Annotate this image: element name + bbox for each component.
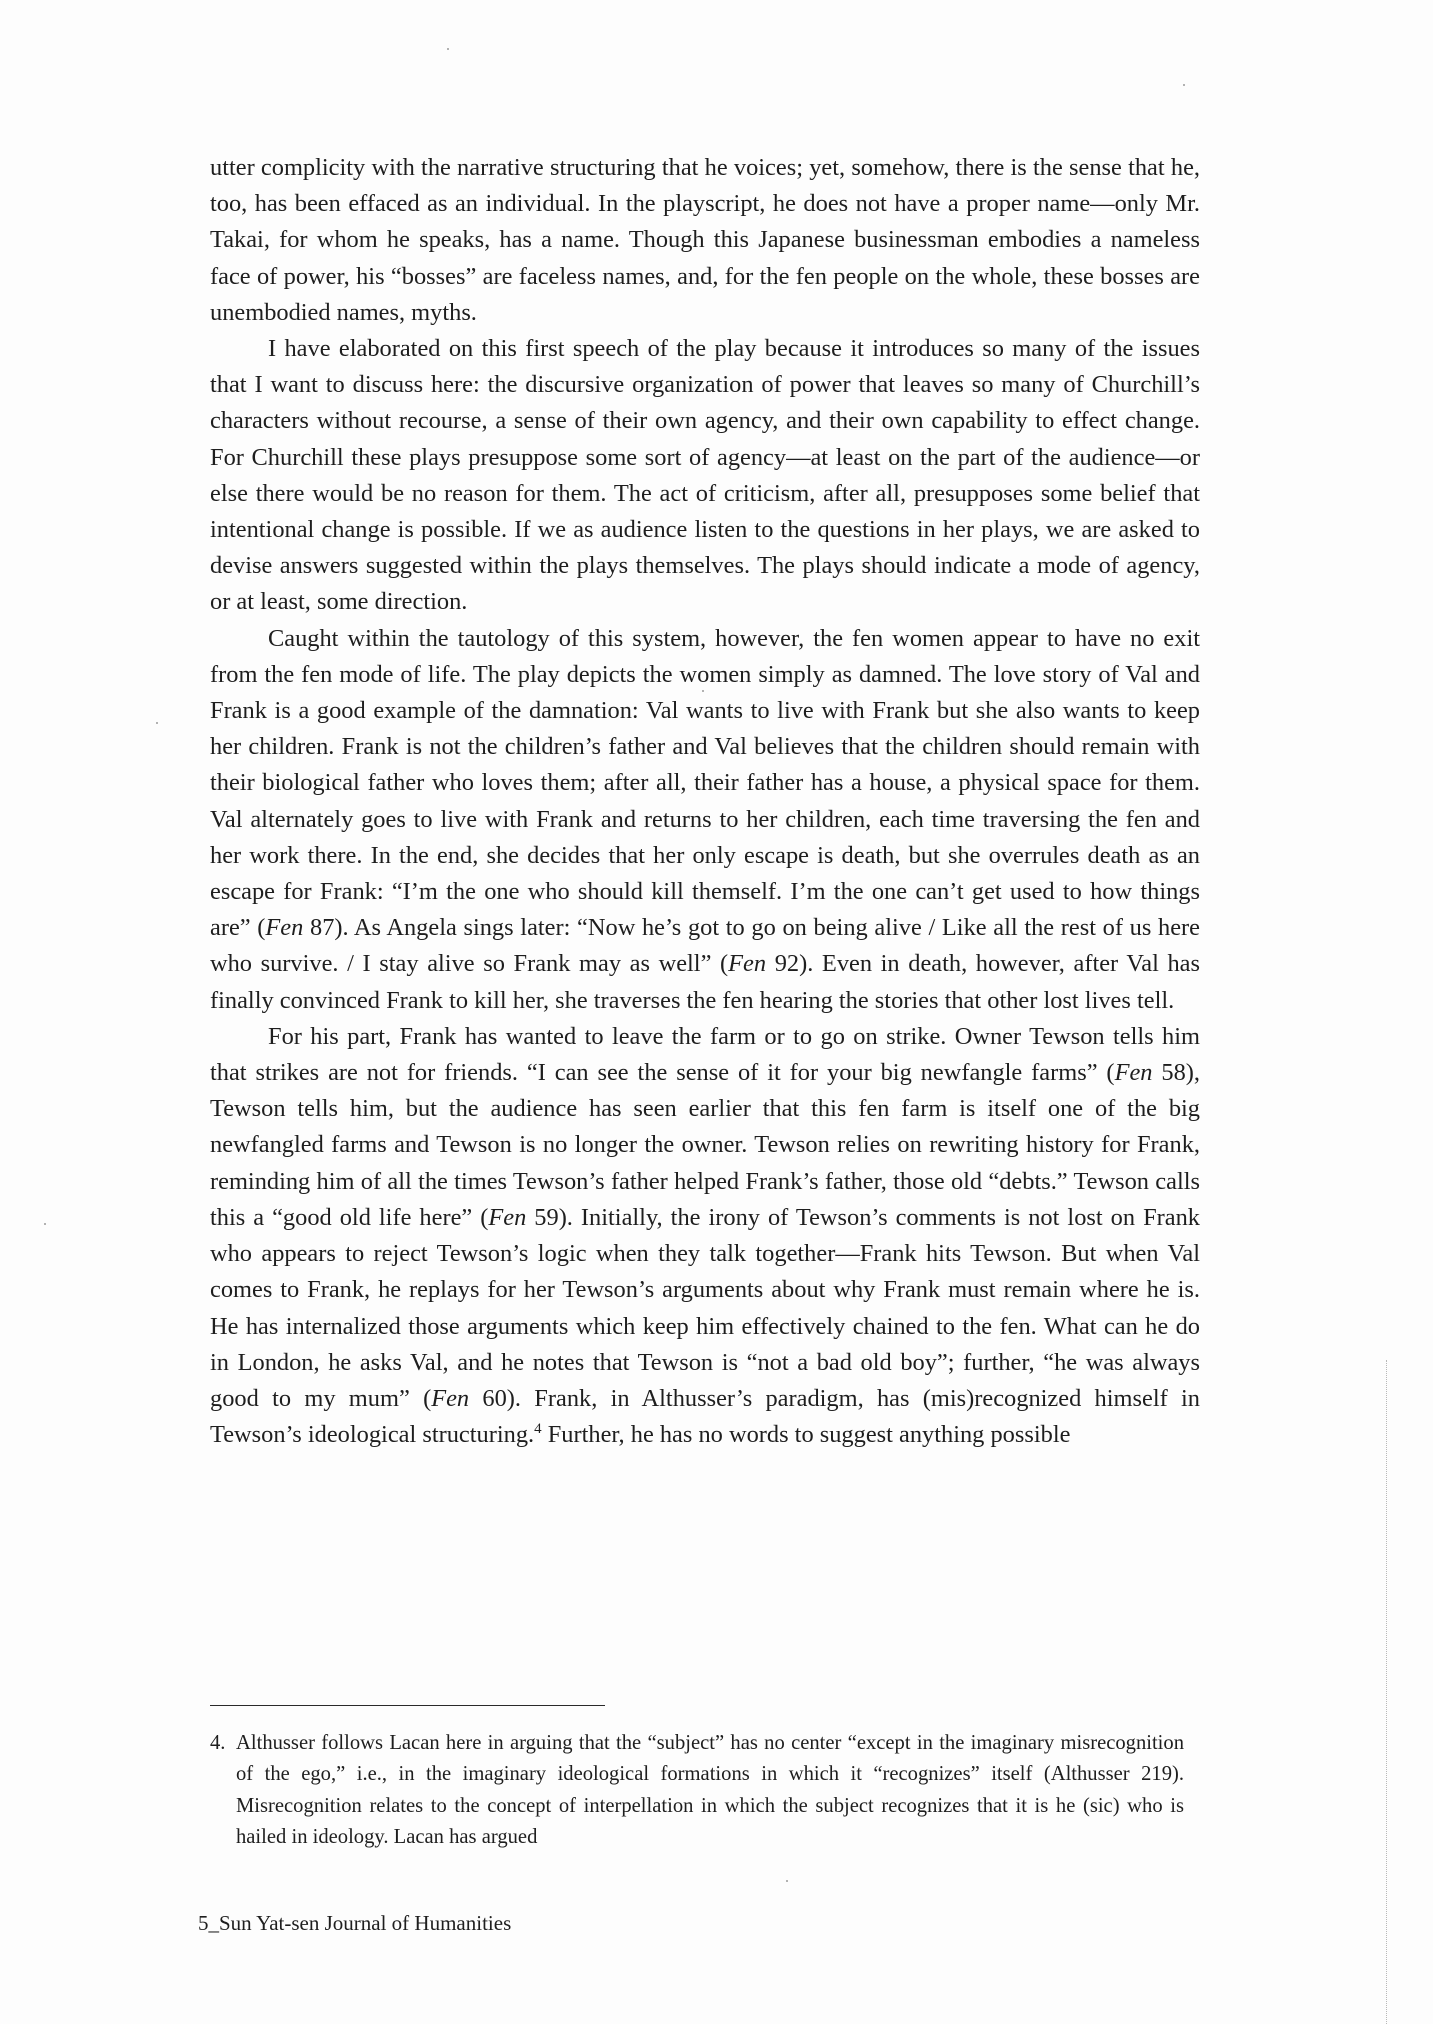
italic-title: Fen — [488, 1203, 527, 1231]
italic-title: Fen — [431, 1384, 470, 1412]
scan-speck — [786, 1880, 788, 1882]
paragraph — [210, 150, 1200, 331]
italic-title: Fen — [1114, 1059, 1153, 1087]
paragraph — [210, 621, 1200, 1019]
scan-edge-mark — [1386, 1360, 1388, 2024]
footnote-number: 4. — [210, 1732, 226, 1754]
text-run: 58), Tewson tells him, but the audience has seen earlier that this fen farm is itself one of the big newfangled farms and Tewson is no longer the owner. Tewson relies on rewriting history for Frank, reminding him of all the times Tewson’s father helped Frank’s father, those old “debts.” Tewson calls this a “good old life here” ( — [210, 1059, 1200, 1231]
footnote — [210, 1728, 1184, 1853]
text-run: I have elaborated on this first speech of the play because it introduces so many of the issues that I want to discuss here: the discursive organization of power that leaves so many of Churchill’s characters without recourse, a sense of their own agency, and their own capability to effect change. For Churchill these plays presuppose some sort of agency—at least on the part of the audience—or else there would be no reason for them. The act of criticism, after all, presupposes some belief that intentional change is possible. If we as audience listen to the questions in her plays, we are asked to devise answers suggested within the plays themselves. The plays should indicate a mode of agency, or at least, some direction. — [210, 335, 1200, 616]
running-footer: 5_Sun Yat-sen Journal of Humanities — [198, 1911, 512, 1935]
text-run: 87). As Angela sings later: “Now he’s got to go on being alive / Like all the rest of us here who survive. / I stay alive so Frank may as well” ( — [210, 914, 1200, 978]
italic-title: Fen — [728, 950, 767, 978]
scan-speck — [1183, 84, 1185, 86]
text-run: For his part, Frank has wanted to leave the farm or to go on strike. Owner Tewson tells him that strikes are not for friends. “I can see the sense of it for your big newfangle farms” ( — [210, 1022, 1200, 1087]
text-run: 59). Initially, the irony of Tewson’s comments is not lost on Frank who appears to reject Tewson’s logic when they talk together—Frank hits Tewson. But when Val comes to Frank, he replays for her Tewson’s arguments about why Frank must remain where he is. He has internalized those arguments which keep him effectively chained to the fen. What can he do in London, he asks Val, and he notes that Tewson is “not a bad old boy”; further, “he was always good to my mum” ( — [210, 1203, 1200, 1412]
footnote-text: Althusser follows Lacan here in arguing that the “subject” has no center “except in the imaginary misrecognition of the ego,” i.e., in the imaginary ideological formations in which it “recognizes” itself (Althusser 219). Misrecognition relates to the concept of interpellation in which the subject recognizes that it is he (sic) who is hailed in ideology. Lacan has argued — [236, 1732, 1184, 1848]
text-run: Further, he has no words to suggest anything possible — [541, 1421, 1071, 1449]
paragraph — [210, 331, 1200, 621]
scan-speck — [702, 690, 704, 692]
footnote-reference: 4 — [534, 1420, 542, 1437]
text-run: 60). Frank, in Althusser’s paradigm, has (mis)recognized himself in Tewson’s ideological structuring. — [210, 1384, 1200, 1449]
scan-speck — [44, 1223, 46, 1225]
italic-title: Fen — [265, 914, 304, 942]
text-run: Caught within the tautology of this system, however, the fen women appear to have no exit from the fen mode of life. The play depicts the women simply as damned. The love story of Val and Frank is a good example of the damnation: Val wants to live with Frank but she also wants to keep her children. Frank is not the children’s father and Val believes that the children should remain with their biological father who loves them; after all, their father has a house, a physical space for them. Val alternately goes to live with Frank and returns to her children, each time traversing the fen and her work there. In the end, she decides that her only escape is death, but she overrules death as an escape for Frank: “I’m the one who should kill themself. I’m the one can’t get used to how things are” ( — [210, 624, 1200, 942]
scan-speck — [156, 722, 158, 724]
scan-speck — [447, 48, 449, 50]
body-text — [210, 150, 1200, 1453]
footnote-separator — [210, 1705, 605, 1706]
paragraph — [210, 1019, 1200, 1453]
text-run: 92). Even in death, however, after Val has finally convinced Frank to kill her, she traverses the fen hearing the stories that other lost lives tell. — [210, 950, 1200, 1014]
text-run: utter complicity with the narrative structuring that he voices; yet, somehow, there is the sense that he, too, has been effaced as an individual. In the playscript, he does not have a proper name—only Mr. Takai, for whom he speaks, has a name. Though this Japanese businessman embodies a nameless face of power, his “bosses” are faceless names, and, for the fen people on the whole, these bosses are unembodied names, myths. — [210, 154, 1200, 326]
